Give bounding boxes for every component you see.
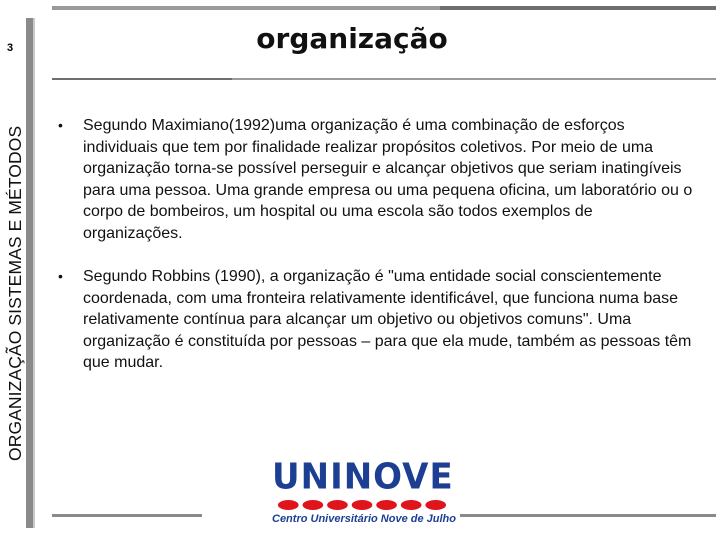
logo-red-dot [278, 500, 299, 510]
logo-red-dot [376, 500, 397, 510]
left-vertical-bar [26, 18, 33, 528]
bottom-rule-left [52, 514, 202, 517]
logo-red-dot [352, 500, 373, 510]
uninove-logo [272, 456, 456, 530]
logo-red-dot [327, 500, 348, 510]
bottom-rule-right [460, 514, 716, 517]
slide-number: 3 [7, 42, 14, 54]
logo-red-dots [276, 499, 448, 511]
heading-rule-accent [52, 78, 232, 80]
logo-red-dot [303, 500, 324, 510]
logo-red-dot [425, 500, 446, 510]
logo-wordmark: UNINOVE [272, 456, 454, 498]
bullet-item [54, 115, 694, 244]
bullet-icon: • [58, 117, 63, 133]
bullet-item [54, 266, 694, 374]
left-vertical-bar-shadow [33, 18, 35, 528]
bullet-text: Segundo Robbins (1990), a organização é "uma entidade social conscientemente coordenada, com uma fronteira relativamente identificável, que funciona numa base relativamente contínua para alcançar um objetivo ou objetivos comuns". Uma organização é constituída por pessoas – para que ela mude, também as pessoas têm que mudar. [83, 268, 692, 371]
bullet-text: Segundo Maximiano(1992)uma organização é uma combinação de esforços individuais que tem por finalidade realizar propósitos coletivos. Por meio de uma organização torna-se possível perseguir e alcançar objetivos que seriam inatingíveis para uma pessoa. Uma grande empresa ou uma pequena oficina, um laboratório ou o corpo de bombeiros, um hospital ou uma escola são todos exemplos de organizações. [83, 117, 693, 242]
logo-red-dot [401, 500, 422, 510]
slide-heading: organização [256, 22, 448, 55]
side-title: ORGANIZAÇÃO SISTEMAS E MÉTODOS [5, 125, 25, 461]
logo-subtitle: Centro Universitário Nove de Julho [272, 513, 456, 525]
bullet-list [54, 115, 694, 396]
top-decorative-line-accent [440, 6, 716, 10]
bullet-icon: • [58, 268, 63, 284]
